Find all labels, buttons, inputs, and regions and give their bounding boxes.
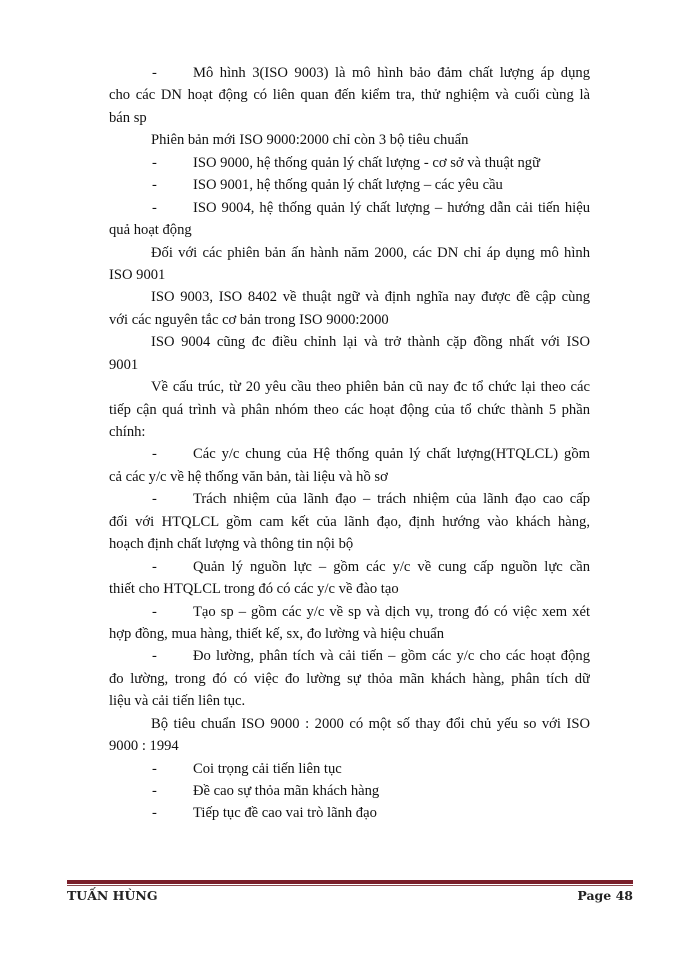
line-text: chính:	[109, 424, 146, 440]
paragraph	[109, 713, 590, 758]
text-line	[109, 443, 590, 465]
dash-bullet: -	[152, 491, 157, 508]
line-text: Quản lý nguồn lực – gồm các y/c về cung cấp nguồn lực cần	[193, 558, 590, 575]
bullet-paragraph	[109, 62, 590, 129]
line-text: cả các y/c về hệ thống văn bản, tài liệu và hồ sơ	[109, 468, 388, 485]
text-line	[109, 354, 590, 376]
text-line	[109, 668, 590, 690]
text-line	[109, 197, 590, 219]
bullet-paragraph	[109, 443, 590, 488]
line-text: 9000 : 1994	[109, 738, 179, 755]
text-line	[109, 376, 590, 398]
text-line	[109, 286, 590, 308]
text-line	[109, 152, 590, 174]
dash-bullet: -	[152, 446, 157, 463]
line-text: Phiên bản mới ISO 9000:2000 chỉ còn 3 bộ tiêu chuẩn	[151, 132, 469, 149]
text-line	[109, 107, 590, 129]
line-text: ISO 9000, hệ thống quản lý chất lượng - cơ sở và thuật ngữ	[193, 154, 541, 171]
bullet-paragraph	[109, 645, 590, 712]
dash-bullet: -	[152, 558, 157, 575]
line-text: Đề cao sự thỏa mãn khách hàng	[193, 783, 380, 799]
bullet-paragraph	[109, 758, 590, 780]
line-text: tiếp cận quá trình và phân nhóm theo các hoạt động của tổ chức thành 5 phần	[109, 401, 590, 418]
text-line	[109, 488, 590, 510]
bullet-paragraph	[109, 556, 590, 601]
line-text: Tạo sp – gồm các y/c về sp và dịch vụ, trong đó có việc xem xét	[193, 603, 590, 620]
text-line	[109, 62, 590, 84]
line-text: ISO 9001	[109, 266, 166, 283]
paragraph	[109, 286, 590, 331]
line-text: thiết cho HTQLCL trong đó có các y/c về đào tạo	[109, 581, 399, 598]
line-text: Mô hình 3(ISO 9003) là mô hình bảo đảm chất lượng áp dụng	[193, 65, 590, 81]
footer-rule	[67, 880, 633, 884]
text-line	[109, 399, 590, 421]
text-line	[109, 129, 590, 151]
bullet-paragraph	[109, 174, 590, 196]
line-text: Các y/c chung của Hệ thống quản lý chất lượng(HTQLCL) gồm	[193, 446, 590, 463]
text-line	[109, 713, 590, 735]
dash-bullet: -	[152, 65, 157, 81]
text-line	[109, 264, 590, 286]
bullet-paragraph	[109, 197, 590, 242]
dash-bullet: -	[152, 199, 157, 216]
dash-bullet: -	[152, 805, 157, 822]
text-line	[109, 511, 590, 533]
dash-bullet: -	[152, 603, 157, 620]
line-text: Đo lường, phân tích và cải tiến – gồm các y/c cho các hoạt động	[193, 648, 590, 665]
text-line	[109, 242, 590, 264]
line-text: cho các DN hoạt động có liên quan đến kiểm tra, thử nghiệm và cuối cùng là	[109, 87, 590, 104]
line-text: liệu và cải tiến liên tục.	[109, 693, 246, 710]
text-line	[109, 556, 590, 578]
text-line	[109, 780, 590, 802]
line-text: ISO 9001, hệ thống quản lý chất lượng – các yêu cầu	[193, 177, 503, 194]
line-text: ISO 9004 cũng đc điều chỉnh lại và trở thành cặp đồng nhất với ISO	[151, 334, 590, 351]
document-body	[109, 62, 590, 825]
line-text: hoạch định chất lượng và thông tin nội bộ	[109, 536, 354, 553]
text-line	[109, 735, 590, 757]
line-text: Đối với các phiên bản ấn hành năm 2000, các DN chỉ áp dụng mô hình	[151, 244, 590, 261]
text-line	[109, 578, 590, 600]
text-line	[109, 802, 590, 824]
text-line	[109, 309, 590, 331]
footer-author: TUẤN HÙNG	[67, 888, 158, 903]
line-text: Tiếp tục đề cao vai trò lãnh đạo	[193, 805, 377, 822]
text-line	[109, 645, 590, 667]
paragraph	[109, 242, 590, 287]
line-text: ISO 9004, hệ thống quản lý chất lượng – hướng dẫn cải tiến hiệu	[193, 199, 590, 216]
dash-bullet: -	[152, 177, 157, 194]
bullet-paragraph	[109, 488, 590, 555]
line-text: 9001	[109, 356, 139, 373]
bullet-paragraph	[109, 802, 590, 824]
line-text: Bộ tiêu chuẩn ISO 9000 : 2000 có một số thay đổi chủ yếu so với ISO	[151, 715, 590, 732]
footer-rule-thin	[67, 885, 633, 886]
text-line	[109, 758, 590, 780]
text-line	[109, 331, 590, 353]
text-line	[109, 84, 590, 106]
text-line	[109, 466, 590, 488]
dash-bullet: -	[152, 154, 157, 171]
text-line	[109, 174, 590, 196]
line-text: đối với HTQLCL gồm cam kết của lãnh đạo, định hướng vào khách hàng,	[109, 513, 590, 530]
line-text: hợp đồng, mua hàng, thiết kế, sx, đo lường và hiệu chuẩn	[109, 625, 445, 642]
text-line	[109, 623, 590, 645]
bullet-paragraph	[109, 601, 590, 646]
dash-bullet: -	[152, 648, 157, 665]
text-line	[109, 533, 590, 555]
paragraph	[109, 376, 590, 443]
footer-page-number: Page 48	[577, 888, 633, 903]
text-line	[109, 421, 590, 443]
text-line	[109, 219, 590, 241]
line-text: với các nguyên tắc cơ bản trong ISO 9000:2000	[109, 311, 389, 328]
dash-bullet: -	[152, 783, 157, 799]
line-text: Coi trọng cải tiến liên tục	[193, 760, 342, 777]
line-text: quả hoạt động	[109, 222, 192, 239]
bullet-paragraph	[109, 780, 590, 802]
paragraph	[109, 129, 590, 151]
bullet-paragraph	[109, 152, 590, 174]
line-text: bán sp	[109, 109, 147, 126]
paragraph	[109, 331, 590, 376]
text-line	[109, 690, 590, 712]
line-text: đo lường, trong đó có việc đo lường sự thỏa mãn khách hàng, phân tích dữ	[109, 670, 590, 687]
dash-bullet: -	[152, 760, 157, 777]
text-line	[109, 601, 590, 623]
line-text: Về cấu trúc, từ 20 yêu cầu theo phiên bản cũ nay đc tổ chức lại theo các	[151, 379, 590, 396]
line-text: Trách nhiệm của lãnh đạo – trách nhiệm của lãnh đạo cao cấp	[193, 491, 590, 508]
line-text: ISO 9003, ISO 8402 về thuật ngữ và định nghĩa nay được đề cập cùng	[151, 289, 590, 306]
